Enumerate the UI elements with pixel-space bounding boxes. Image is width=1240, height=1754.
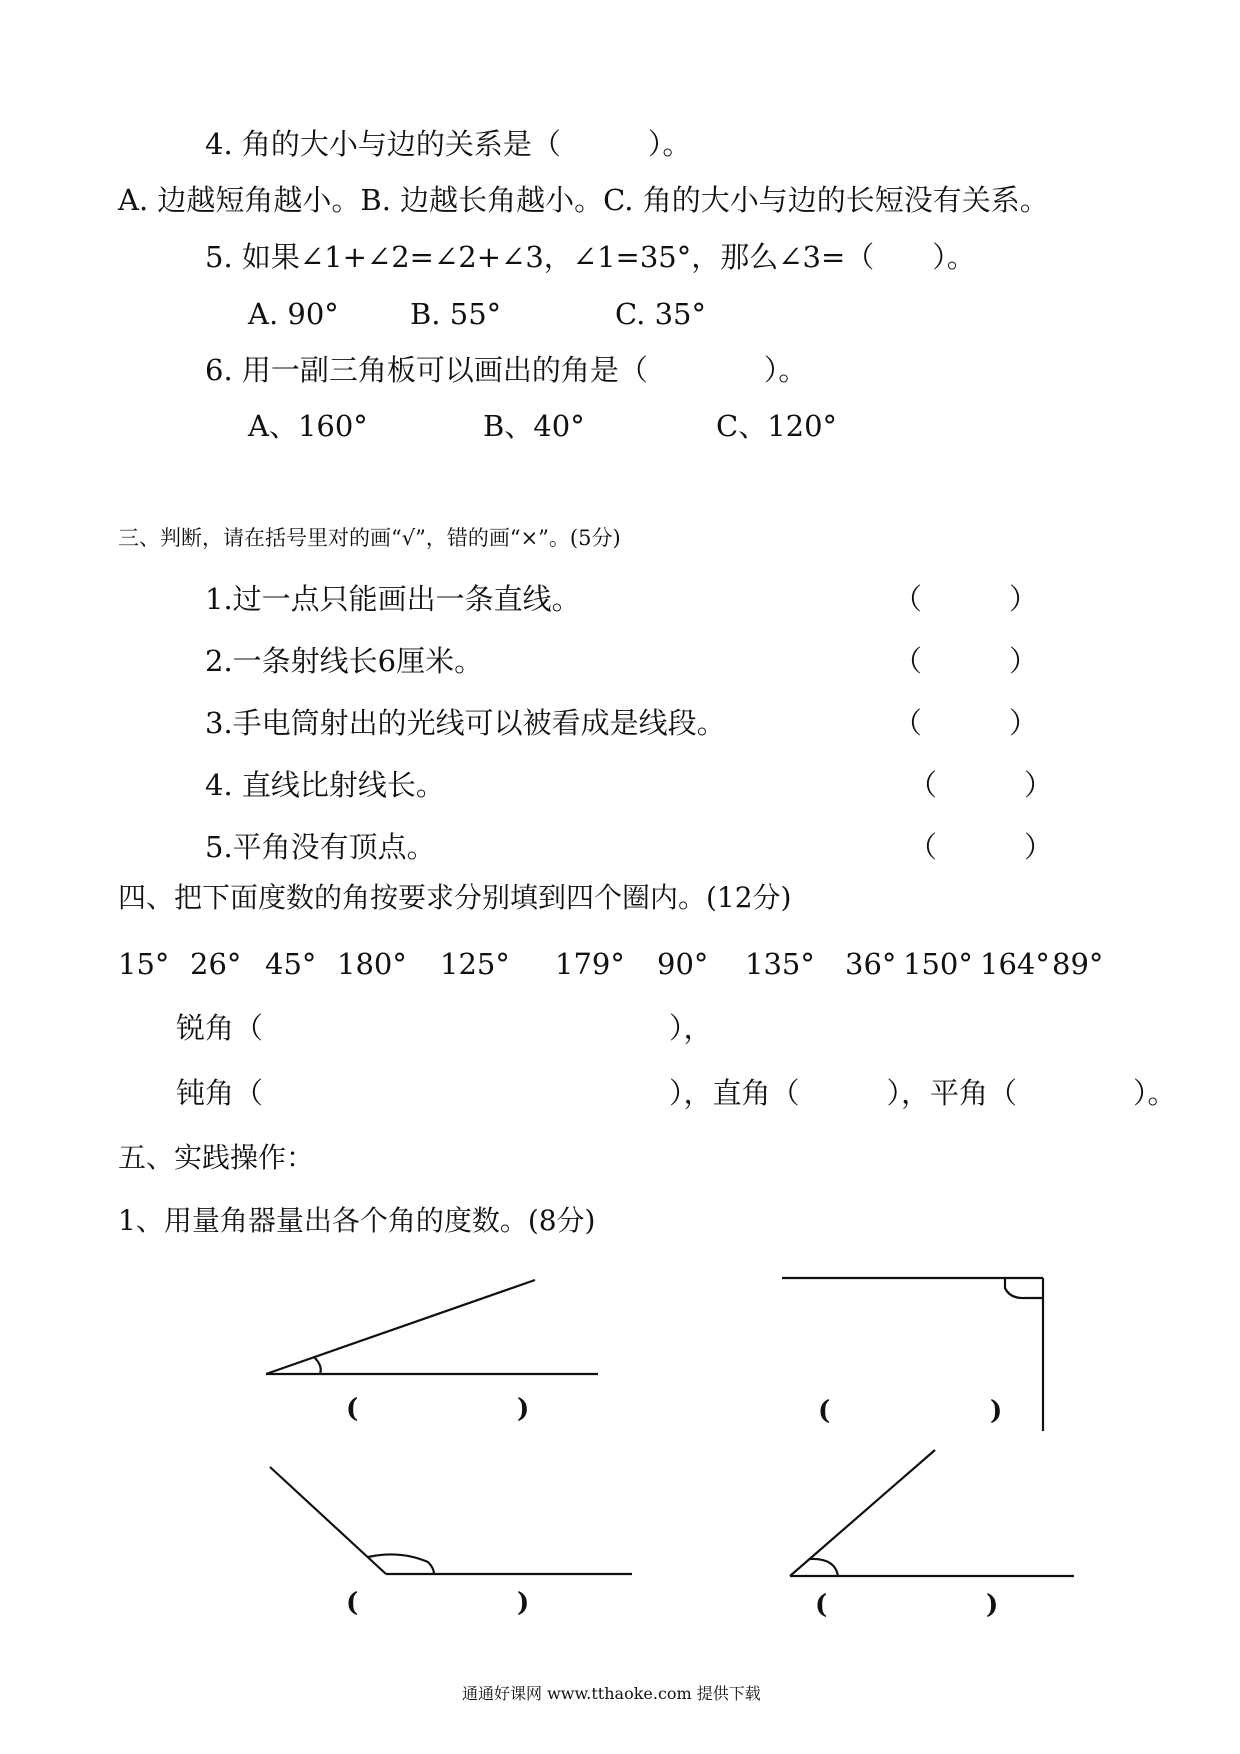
figure1-paren-right: ) xyxy=(517,1394,530,1424)
obtuse-right-straight-row: 钝角（ ），直角（ ），平角（ ）。 xyxy=(176,1076,1177,1110)
judge-answer-4[interactable]: （ ） xyxy=(908,768,1054,802)
q6-option-c: C、120° xyxy=(716,409,838,443)
section3-title: 三、判断，请在括号里对的画“√”，错的画“×”。(5分) xyxy=(118,526,621,550)
q4-stem: 4. 角的大小与边的关系是（ ）。 xyxy=(205,127,692,161)
section5-q1: 1、用量角器量出各个角的度数。(8分) xyxy=(118,1204,596,1237)
judge-item-2: 2.一条射线长6厘米。 xyxy=(205,644,484,678)
q5-option-b: B. 55° xyxy=(410,297,502,331)
section4-title: 四、把下面度数的角按要求分别填到四个圈内。(12分) xyxy=(118,881,792,914)
angle-figure-acute xyxy=(266,1280,598,1374)
q4-options: A. 边越短角越小。B. 边越长角越小。C. 角的大小与边的长短没有关系。 xyxy=(118,183,1049,217)
judge-item-4: 4. 直线比射线长。 xyxy=(205,768,445,802)
judge-answer-5[interactable]: （ ） xyxy=(908,830,1054,864)
degree-6: 179° xyxy=(555,947,625,981)
q5-option-a: A. 90° xyxy=(248,297,339,331)
judge-answer-1[interactable]: （ ） xyxy=(893,582,1039,616)
angle-figure-obtuse xyxy=(270,1467,632,1574)
degree-3: 45° xyxy=(265,947,317,981)
q6-stem: 6. 用一副三角板可以画出的角是（ ）。 xyxy=(205,353,808,387)
q6-option-b: B、40° xyxy=(483,409,585,443)
angle-figure-acute-2 xyxy=(790,1450,1074,1576)
degree-4: 180° xyxy=(337,947,407,981)
acute-row: 锐角（ ）， xyxy=(176,1011,713,1045)
degree-5: 125° xyxy=(440,947,510,981)
figure2-paren-left: ( xyxy=(818,1396,831,1426)
degree-10: 150° xyxy=(903,947,973,981)
figure4-paren-right: ) xyxy=(986,1590,999,1620)
footer-credit: 通通好课网 www.tthaoke.com 提供下载 xyxy=(462,1684,761,1703)
degree-9: 36° xyxy=(845,947,897,981)
degree-11: 164° xyxy=(980,947,1050,981)
q6-option-a: A、160° xyxy=(248,409,368,443)
q5-stem: 5. 如果∠1+∠2=∠2+∠3，∠1=35°，那么∠3=（ ）。 xyxy=(205,240,976,274)
figure3-paren-left: ( xyxy=(346,1588,359,1618)
figure3-paren-right: ) xyxy=(517,1588,530,1618)
section5-title: 五、实践操作： xyxy=(118,1141,315,1174)
q5-option-c: C. 35° xyxy=(615,297,706,331)
figure2-paren-right: ) xyxy=(990,1396,1003,1426)
judge-answer-2[interactable]: （ ） xyxy=(893,644,1039,678)
judge-item-1: 1.过一点只能画出一条直线。 xyxy=(205,582,581,616)
degree-12: 89° xyxy=(1052,947,1104,981)
degree-2: 26° xyxy=(190,947,242,981)
degree-7: 90° xyxy=(657,947,709,981)
figure4-paren-left: ( xyxy=(815,1590,828,1620)
judge-item-3: 3.手电筒射出的光线可以被看成是线段。 xyxy=(205,706,726,740)
judge-answer-3[interactable]: （ ） xyxy=(893,706,1039,740)
degree-8: 135° xyxy=(745,947,815,981)
figure1-paren-left: ( xyxy=(346,1394,359,1424)
degree-1: 15° xyxy=(118,947,170,981)
judge-item-5: 5.平角没有顶点。 xyxy=(205,830,436,864)
